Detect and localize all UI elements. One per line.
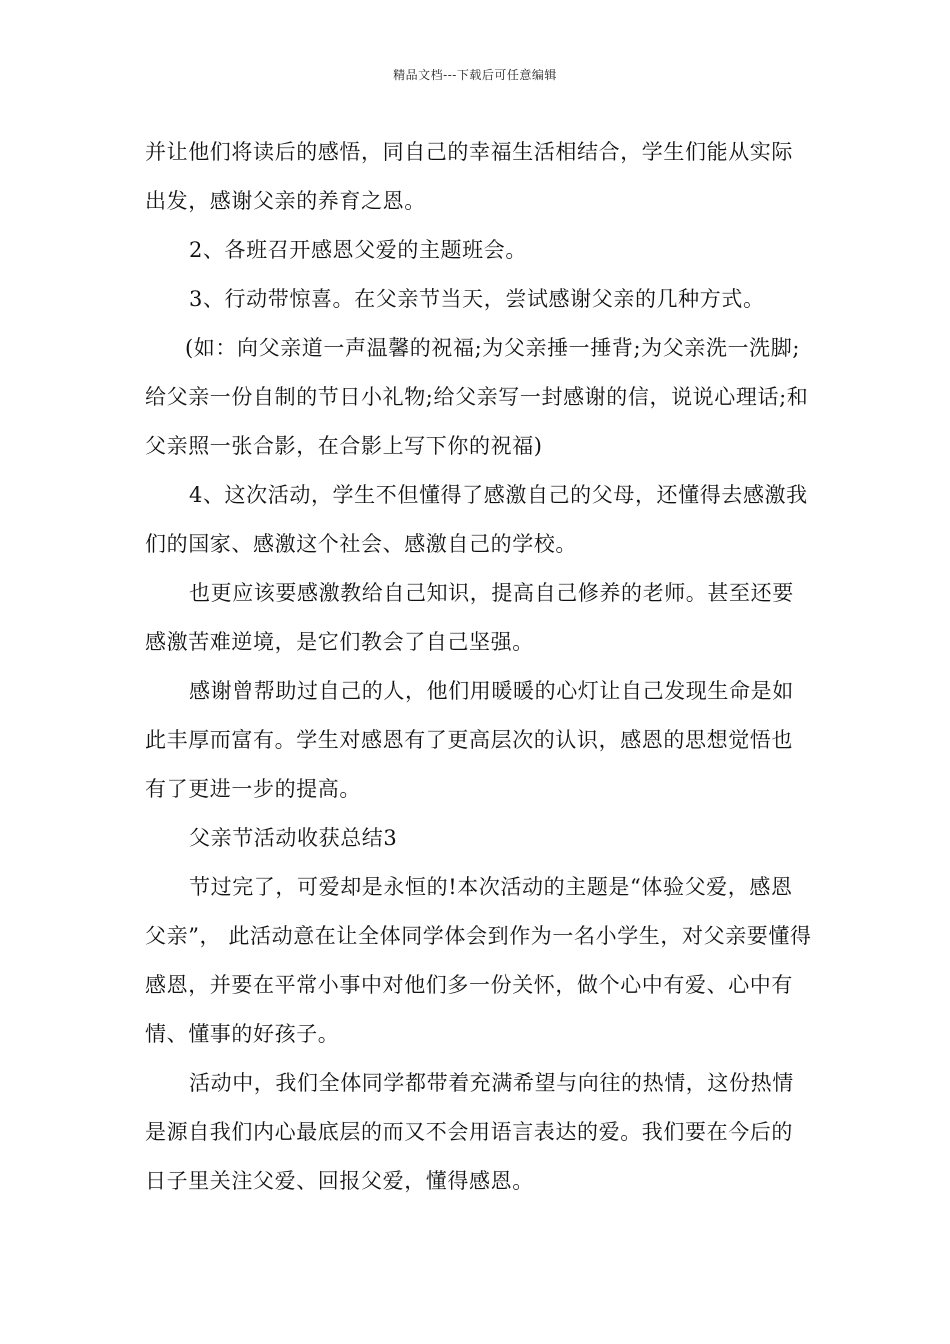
paragraph-2: 2、各班召开感恩父爱的主题班会。 — [189, 238, 527, 262]
paragraph-7: 感谢曾帮助过自己的人，他们用暖暖的心灯让自己发现生命是如此丰厚而富有。学生对感恩有了更高层次的认识，感恩的思想觉悟也有了更进一步的提高。 — [145, 679, 794, 801]
paragraph-8: 节过完了，可爱却是永恒的!本次活动的主题是“体验父爱，感恩父亲”， 此活动意在让全体同学体会到作为一名小学生，对父亲要懂得感恩，并要在平常小事中对他们多一份关怀，做个心中有爱、心中有情、懂事的好孩子。 — [145, 875, 812, 1046]
paragraph-9: 活动中，我们全体同学都带着充满希望与向往的热情，这份热情是源自我们内心最底层的而又不会用语言表达的爱。我们要在今后的日子里关注父爱、回报父爱，懂得感恩。 — [145, 1071, 794, 1193]
paragraph-1: 并让他们将读后的感悟，同自己的幸福生活相结合，学生们能从实际出发，感谢父亲的养育之恩。 — [145, 140, 793, 213]
paragraph-6: 也更应该要感激教给自己知识，提高自己修养的老师。甚至还要感激苦难逆境，是它们教会了自己坚强。 — [145, 581, 794, 654]
paragraph-5: 4、这次活动，学生不但懂得了感激自己的父母，还懂得去感激我们的国家、感激这个社会、感激自己的学校。 — [145, 483, 808, 556]
document-body — [145, 128, 813, 1206]
paragraph-4: (如：向父亲道一声温馨的祝福;为父亲捶一捶背;为父亲洗一洗脚;给父亲一份自制的节日小礼物;给父亲写一封感谢的信，说说心理话;和父亲照一张合影，在合影上写下你的祝福) — [145, 336, 809, 458]
page-header: 精品文档---下载后可任意编辑 — [393, 68, 557, 82]
section-title: 父亲节活动收获总结3 — [189, 826, 398, 850]
paragraph-3: 3、行动带惊喜。在父亲节当天，尝试感谢父亲的几种方式。 — [189, 287, 765, 311]
